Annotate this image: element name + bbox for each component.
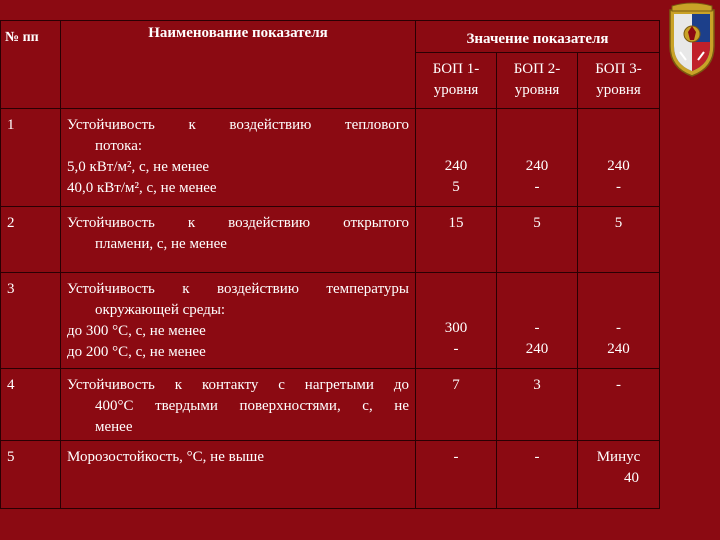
row-name-line: 400°С твердыми поверхностями, с, не — [95, 398, 409, 414]
row-value-bop1: - — [416, 441, 497, 509]
row-name-line: потока: — [95, 138, 143, 154]
header-row-2 — [1, 53, 660, 109]
row-num: 5 — [1, 441, 61, 509]
row-name-line: до 200 °С, с, не менее — [67, 344, 206, 360]
row-name-line: менее — [95, 419, 133, 435]
row-name-line: окружающей среды: — [95, 302, 226, 318]
header-name-label: Наименование показателя — [148, 24, 328, 41]
header-level-3 — [578, 53, 660, 109]
table-row — [1, 273, 660, 369]
table-row — [1, 441, 660, 509]
row-name — [61, 369, 416, 441]
level-3-line-2: уровня — [596, 82, 641, 98]
row-num: 2 — [1, 207, 61, 273]
indicators-table — [0, 20, 660, 509]
header-level-1 — [416, 53, 497, 109]
value-line: - — [534, 320, 540, 336]
row-value-bop2: 3 — [497, 369, 578, 441]
value-line: 5 — [452, 179, 460, 195]
header-num-cell — [1, 21, 61, 109]
row-value-bop3 — [578, 273, 660, 369]
level-2-line-2: уровня — [514, 82, 560, 98]
value-line: Минус — [596, 449, 641, 465]
level-2-line-1: БОП 2- — [513, 61, 561, 77]
row-name-line: Устойчивость к воздействию теплового — [67, 117, 409, 133]
header-value-label: Значение показателя — [416, 21, 660, 53]
row-name-line: Устойчивость к воздействию температуры — [67, 281, 409, 297]
header-num-label: № пп — [5, 30, 39, 45]
row-num: 1 — [1, 109, 61, 207]
row-name-line: до 300 °С, с, не менее — [67, 323, 206, 339]
row-value-bop1: 15 — [416, 207, 497, 273]
value-line: - — [616, 320, 621, 336]
level-1-line-2: уровня — [433, 82, 479, 98]
row-value-bop3 — [578, 441, 660, 509]
table-row — [1, 369, 660, 441]
value-line: 240 — [525, 341, 549, 357]
value-line: - — [534, 179, 540, 195]
value-line: 240 — [607, 158, 630, 174]
row-name — [61, 273, 416, 369]
level-3-line-1: БОП 3- — [595, 61, 642, 77]
row-value-bop3: 5 — [578, 207, 660, 273]
level-1-line-1: БОП 1- — [432, 61, 480, 77]
header-level-2 — [497, 53, 578, 109]
value-line: 40 — [624, 470, 639, 486]
coat-of-arms-emblem-icon — [666, 2, 718, 78]
value-line: 240 — [525, 158, 549, 174]
row-name — [61, 109, 416, 207]
row-value-bop2 — [497, 273, 578, 369]
row-value-bop2 — [497, 109, 578, 207]
row-name — [61, 441, 416, 509]
row-value-bop1 — [416, 273, 497, 369]
table-row — [1, 207, 660, 273]
table-row — [1, 109, 660, 207]
row-value-bop3: - — [578, 369, 660, 441]
row-name-line: Устойчивость к воздействию открытого — [67, 215, 409, 231]
value-line: - — [616, 179, 621, 195]
header-name-cell — [61, 24, 416, 109]
row-value-bop2: - — [497, 441, 578, 509]
row-value-bop2: 5 — [497, 207, 578, 273]
row-num: 4 — [1, 369, 61, 441]
value-line: 300 — [444, 320, 468, 336]
row-value-bop3 — [578, 109, 660, 207]
value-line: 240 — [607, 341, 630, 357]
row-name-line: Морозостойкость, °С, не выше — [67, 449, 264, 465]
row-name-line: Устойчивость к контакту с нагретыми до — [67, 377, 409, 393]
value-line: - — [453, 341, 459, 357]
row-name-line: 40,0 кВт/м², с, не менее — [67, 180, 217, 196]
value-line: 240 — [444, 158, 468, 174]
row-name — [61, 207, 416, 273]
row-name-line: 5,0 кВт/м², с, не менее — [67, 159, 210, 175]
row-num: 3 — [1, 273, 61, 369]
row-value-bop1 — [416, 109, 497, 207]
row-value-bop1: 7 — [416, 369, 497, 441]
row-name-line: пламени, с, не менее — [95, 236, 227, 252]
